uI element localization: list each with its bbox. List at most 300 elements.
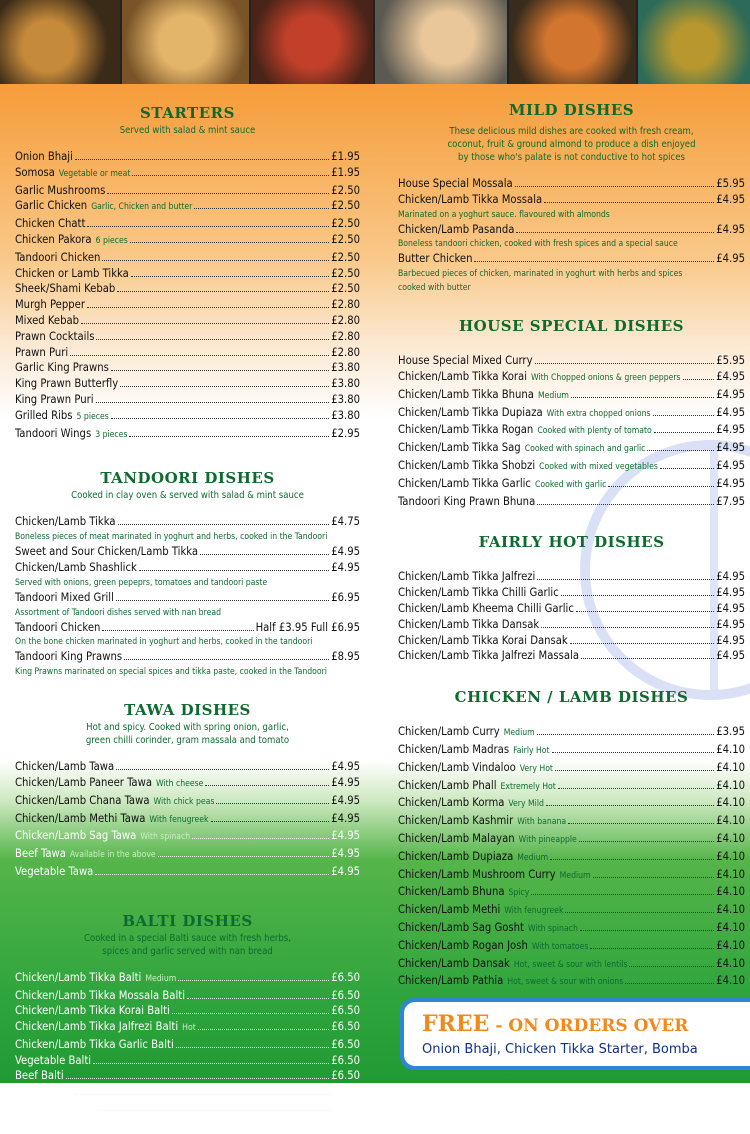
item-name: Vegetable Balti: [15, 1053, 92, 1067]
item-note: Served with onions, green pepeprs, tomatoes and tandoori paste: [15, 577, 268, 588]
menu-item: [15, 864, 360, 880]
item-name: Chicken/Lamb Tikka Garlic: [398, 476, 531, 490]
free-offer-condition: - ON ORDERS OVER: [489, 1016, 689, 1036]
dot-leader: [87, 306, 329, 308]
menu-item: [15, 649, 360, 665]
menu-item: [15, 1003, 360, 1019]
item-name: Chicken/Lamb Tikka Jalfrezi Balti: [15, 1020, 179, 1034]
tawa-section: [15, 701, 360, 880]
dot-leader: [102, 259, 329, 261]
item-description: Medium: [559, 870, 591, 881]
item-price: £6.50: [331, 1069, 360, 1083]
menu-item: [398, 938, 745, 956]
dot-leader: [75, 158, 329, 160]
menu-item: [398, 849, 745, 867]
dot-leader: [81, 322, 329, 324]
menu-item: [398, 648, 745, 664]
menu-item: [15, 988, 360, 1004]
item-name: Chicken/Lamb Paneer Tawa: [15, 775, 152, 789]
item-name: Chicken/Lamb Malayan: [398, 831, 515, 845]
menu-item: [398, 973, 745, 991]
free-offer-headline: [422, 1012, 750, 1038]
dot-leader: [660, 467, 714, 469]
menu-item: [15, 313, 360, 329]
item-name: Garlic Chicken: [15, 199, 88, 213]
item-name: Tandoori Mixed Grill: [15, 590, 114, 604]
menu-item: [398, 724, 745, 742]
food-photo: [375, 0, 509, 84]
menu-item: [398, 902, 745, 920]
item-name: Chicken/Lamb Chana Tawa: [15, 793, 150, 807]
free-offer-inner: [404, 1002, 750, 1066]
item-price: £4.10: [716, 885, 745, 899]
menu-item: [398, 192, 745, 208]
chicken-lamb-section: [398, 688, 745, 991]
dot-leader: [116, 768, 329, 770]
menu-item: [15, 165, 360, 183]
item-name: King Prawn Butterfly: [15, 377, 119, 391]
item-list: [15, 149, 360, 443]
item-price: £4.95: [331, 560, 360, 574]
food-photo: [0, 0, 122, 84]
dot-leader: [176, 1046, 329, 1048]
dot-leader: [576, 610, 714, 612]
item-name: Chicken/Lamb Tikka Bhuna: [398, 387, 534, 401]
menu-item: [15, 1100, 360, 1116]
item-description: With Chopped onions & green peppers: [531, 372, 681, 383]
menu-item: [15, 793, 360, 811]
dot-leader: [192, 837, 329, 839]
dot-leader: [474, 260, 714, 262]
item-price: £4.95: [331, 811, 360, 825]
item-description: With chick peas: [153, 796, 215, 807]
dot-leader: [139, 569, 329, 571]
dot-leader: [550, 858, 714, 860]
menu-item: [398, 476, 745, 494]
item-price: £4.10: [716, 814, 745, 828]
menu-item: [15, 376, 360, 392]
item-price: £6.95: [331, 590, 360, 604]
item-name: Mixed Kebab: [15, 313, 80, 327]
section-subtitle: These delicious mild dishes are cooked with fresh cream,: [449, 126, 694, 137]
dot-leader: [546, 804, 714, 806]
item-name: Tandoori Chicken: [15, 620, 101, 634]
item-name: Chicken/Lamb Pasanda: [398, 222, 515, 236]
item-name: Onion Bhaji: [15, 150, 73, 163]
item-name: Chicken/Lamb Tawa: [15, 760, 115, 774]
item-description: Garlic, Chicken and butter: [91, 202, 193, 213]
item-price: £5.95: [716, 177, 745, 190]
dot-leader: [531, 893, 714, 895]
item-price: £4.95: [716, 387, 745, 401]
item-description: Hot: [182, 1023, 196, 1034]
item-price: £6.50: [331, 1004, 360, 1018]
menu-item: [15, 408, 360, 426]
section-title: FAIRLY HOT DISHES: [478, 533, 665, 552]
section-title: HOUSE SPECIAL DISHES: [458, 317, 684, 336]
item-price: £4.95: [331, 545, 360, 559]
item-name: Chicken/Lamb Pathia: [398, 974, 504, 988]
item-description: Spicy: [508, 888, 530, 899]
item-name: Grilled Ribs: [15, 408, 73, 422]
item-price: £4.95: [331, 847, 360, 861]
menu-item: [398, 353, 745, 369]
item-price: £4.10: [716, 956, 745, 970]
menu-item: [15, 216, 360, 232]
dot-leader: [625, 982, 714, 984]
left-column: [15, 104, 360, 1134]
item-price: £7.95: [716, 494, 745, 508]
item-price: £3.80: [331, 377, 360, 391]
item-price: £4.10: [716, 938, 745, 952]
menu-item: [398, 387, 745, 405]
item-price: £4.95: [716, 192, 745, 206]
item-name: Chicken/Lamb Dansak: [398, 956, 510, 970]
item-price: £4.95: [716, 649, 745, 663]
dot-leader: [579, 840, 714, 842]
free-label: FREE: [422, 1011, 490, 1037]
item-price: £4.10: [716, 796, 745, 810]
menu-item: [398, 742, 745, 760]
item-name: Chicken/Lamb Tikka Korai Dansak: [398, 633, 568, 647]
item-name: Garlic King Prawns: [15, 361, 109, 375]
item-name: Garlic Mushrooms: [15, 183, 106, 197]
item-description: Hot, sweet & sour with lentils: [513, 959, 628, 970]
item-description: Medium: [537, 390, 569, 401]
item-name: Prawn Cocktails: [15, 329, 95, 343]
dot-leader: [555, 769, 714, 771]
menu-item: [15, 590, 360, 606]
item-name: Chicken/Lamb Methi Tawa: [15, 811, 146, 825]
food-photo: [638, 0, 750, 84]
item-name: Chicken/Lamb Tikka Sag: [398, 441, 521, 455]
dot-leader: [515, 185, 715, 187]
item-description: With banana: [517, 817, 567, 828]
item-note: Boneless tandoori chicken, cooked with fresh spices and a special sauce: [398, 239, 678, 250]
item-price: £6.50: [331, 1085, 360, 1099]
item-description: Very Mild: [508, 799, 544, 810]
dot-leader: [205, 784, 329, 786]
tandoori-section: [15, 469, 360, 679]
item-price: £4.95: [716, 617, 745, 631]
fairly-hot-section: [398, 533, 745, 664]
item-price: £4.95: [331, 864, 360, 878]
item-price: £4.10: [716, 831, 745, 845]
item-name: Tandoori Wings: [15, 426, 92, 440]
item-name: Chicken/Lamb Tikka Shobzi: [398, 458, 536, 472]
dot-leader: [216, 802, 329, 804]
item-description: Cooked with plenty of tomato: [537, 426, 652, 437]
item-price: £4.95: [716, 458, 745, 472]
dot-leader: [565, 911, 714, 913]
menu-item: [398, 920, 745, 938]
item-name: Chicken/Lamb Tikka Korai Balti: [15, 1004, 170, 1018]
item-name: Chicken/Lamb Korma: [398, 796, 505, 810]
menu-item: [15, 560, 360, 576]
balti-section: [15, 912, 360, 1116]
section-title: TAWA DISHES: [124, 701, 251, 720]
dot-leader: [544, 201, 714, 203]
item-description: With fenugreek: [149, 814, 209, 825]
item-price: £4.95: [716, 601, 745, 615]
menu-item: [15, 426, 360, 444]
menu-item: [398, 884, 745, 902]
item-price: £4.10: [716, 920, 745, 934]
menu-item: [398, 778, 745, 796]
item-note: On the bone chicken marinated in yoghurt and herbs, cooked in the tandoori: [15, 637, 313, 648]
food-photo: [122, 0, 250, 84]
menu-item: [398, 585, 745, 601]
item-description: Extremely Hot: [500, 781, 556, 792]
menu-item: [15, 620, 360, 636]
menu-item: [15, 970, 360, 988]
item-name: Vegetable Tawa: [15, 864, 94, 878]
food-photo-strip: [0, 0, 750, 84]
dot-leader: [87, 225, 329, 227]
item-name: Chicken/Lamb Shashlick: [15, 560, 137, 574]
menu-item: [15, 514, 360, 530]
dot-leader: [102, 629, 253, 631]
item-price: £2.80: [331, 298, 360, 312]
item-name: Sheek/Shami Kebab: [15, 282, 116, 296]
starters-section: [15, 104, 360, 443]
item-name: House Special Mixed Curry: [398, 354, 533, 368]
right-column: [398, 101, 745, 1009]
menu-item: [398, 633, 745, 649]
item-price: £3.80: [331, 361, 360, 375]
item-price: £5.95: [716, 354, 745, 368]
item-name: Beef Balti: [15, 1069, 64, 1083]
item-name: Chicken/Lamb Tikka Jalfrezi Massala: [398, 649, 580, 663]
item-name: Chicken/Lamb Sag Gosht: [398, 920, 524, 934]
item-price: £4.95: [716, 633, 745, 647]
item-name: Chicken Pakora: [15, 232, 92, 246]
menu-item: [15, 149, 360, 165]
item-name: Chicken/Lamb Bhuna: [398, 885, 505, 899]
dot-leader: [593, 876, 715, 878]
item-name: Chicken/Lamb Kashmir: [398, 814, 514, 828]
item-description: Vegetable or meat: [58, 168, 131, 179]
item-name: House Special Mossala: [398, 177, 513, 190]
item-price: £2.50: [331, 282, 360, 296]
item-name: Chicken/Lamb Kheema Chilli Garlic: [398, 601, 574, 615]
item-price: £4.95: [716, 252, 745, 266]
food-photo: [509, 0, 637, 84]
item-list: [15, 970, 360, 1116]
item-price: £2.50: [331, 183, 360, 197]
item-price: £4.95: [331, 793, 360, 807]
dot-leader: [198, 1028, 329, 1030]
item-description: With spinach: [140, 832, 191, 843]
dot-leader: [129, 435, 329, 437]
item-name: Tandoori Chicken: [15, 250, 101, 264]
menu-item: [398, 494, 745, 510]
dot-leader: [629, 965, 714, 967]
menu-item: [398, 831, 745, 849]
item-price: £3.80: [331, 408, 360, 422]
menu-item: [398, 617, 745, 633]
dot-leader: [111, 417, 329, 419]
item-list: [398, 569, 745, 664]
dot-leader: [66, 1077, 330, 1079]
item-price: £1.95: [331, 165, 360, 179]
dot-leader: [172, 1012, 329, 1014]
dot-leader: [516, 231, 714, 233]
dot-leader: [111, 369, 329, 371]
dot-leader: [194, 207, 329, 209]
item-description: Medium: [503, 728, 535, 739]
dot-leader: [116, 599, 329, 601]
dot-leader: [96, 338, 329, 340]
item-price: £4.95: [716, 441, 745, 455]
item-price: £4.95: [716, 222, 745, 236]
item-name: Butter Chicken: [398, 252, 473, 266]
menu-item: [15, 1037, 360, 1053]
item-name: Chicken/Lamb Rogan Josh: [398, 938, 528, 952]
item-description: Medium: [145, 973, 177, 984]
item-price: £4.95: [716, 423, 745, 437]
dot-leader: [541, 626, 714, 628]
menu-item: [15, 828, 360, 846]
item-price: £2.80: [331, 329, 360, 343]
item-price: £4.95: [331, 760, 360, 774]
item-name: Chicken/Lamb Tikka Balti: [15, 970, 142, 984]
item-price: £4.10: [716, 974, 745, 988]
item-name: Somosa: [15, 165, 55, 179]
dot-leader: [99, 1109, 329, 1111]
menu-item: [15, 544, 360, 560]
item-name: Chicken/Lamb Dupiaza: [398, 849, 514, 863]
item-name: Chicken/Lamb Phall: [398, 778, 497, 792]
menu-item: [15, 392, 360, 408]
item-price: £6.50: [331, 1020, 360, 1034]
dot-leader: [117, 290, 329, 292]
item-price: £6.50: [331, 1053, 360, 1067]
dot-leader: [590, 947, 714, 949]
dot-leader: [570, 642, 714, 644]
item-list: [398, 724, 745, 991]
menu-item: [15, 1053, 360, 1069]
menu-item: [15, 1084, 360, 1100]
item-price: £2.80: [331, 313, 360, 327]
section-subtitle: green chilli corinder, gram massala and tomato: [85, 735, 290, 747]
item-price: £3.80: [331, 392, 360, 406]
dot-leader: [131, 275, 329, 277]
item-price: £2.50: [331, 266, 360, 280]
menu-item: [15, 297, 360, 313]
menu-item: [15, 1019, 360, 1037]
item-description: Medium: [517, 852, 549, 863]
item-name: King Prawn Balti: [15, 1101, 97, 1115]
item-price: £6.50: [331, 970, 360, 984]
item-price: £4.95: [716, 570, 745, 584]
item-price: £4.10: [716, 849, 745, 863]
item-description: Fairly Hot: [513, 745, 550, 756]
section-title: CHICKEN / LAMB DISHES: [454, 688, 689, 707]
dot-leader: [118, 523, 330, 525]
menu-item: [15, 329, 360, 345]
section-subtitle: spices and garlic served with nan bread: [102, 945, 273, 957]
item-price: £6.50: [331, 988, 360, 1002]
item-price: £4.75: [331, 515, 360, 529]
item-list: [15, 759, 360, 880]
dot-leader: [561, 594, 714, 596]
mild-section: [398, 101, 745, 295]
item-name: Chicken Chatt: [15, 217, 86, 231]
menu-item: [15, 811, 360, 829]
item-price: £4.95: [331, 775, 360, 789]
menu-item: [398, 760, 745, 778]
item-price: £4.10: [716, 742, 745, 756]
dot-leader: [558, 787, 714, 789]
item-price: £1.95: [331, 150, 360, 163]
dot-leader: [95, 873, 329, 875]
item-name: Chicken or Lamb Tikka: [15, 266, 129, 280]
menu-item: [398, 867, 745, 885]
item-price: £4.95: [716, 405, 745, 419]
item-name: Tandoori King Prawn Bhuna: [398, 494, 536, 508]
item-price: £4.10: [716, 867, 745, 881]
menu-item: [398, 176, 745, 192]
dot-leader: [537, 578, 714, 580]
menu-item: [15, 775, 360, 793]
dot-leader: [124, 658, 329, 660]
dot-leader: [535, 362, 715, 364]
menu-item: [398, 405, 745, 423]
menu-item: [398, 458, 745, 476]
item-name: Chicken/Lamb Sag Tawa: [15, 829, 137, 843]
item-name: Chicken/Lamb Tikka Garlic Balti: [15, 1037, 174, 1051]
section-subtitle: coconut, fruit & ground almond to produce a dish enjoyed: [447, 139, 696, 150]
item-name: Chicken/Lamb Methi: [398, 903, 501, 917]
dot-leader: [647, 449, 714, 451]
dot-leader: [107, 192, 329, 194]
item-price: £4.10: [716, 778, 745, 792]
item-name: Tandoori King Prawns: [15, 650, 123, 664]
item-description: Very Hot: [519, 763, 553, 774]
menu-item: [398, 440, 745, 458]
menu-item: [15, 250, 360, 266]
item-price: £4.95: [716, 586, 745, 600]
menu-item: [15, 183, 360, 199]
item-name: Murgh Pepper: [15, 298, 85, 312]
menu-item: [15, 198, 360, 216]
section-title: STARTERS: [140, 104, 235, 122]
item-name: Chicken/Lamb Tikka Mossala Balti: [15, 988, 185, 1002]
item-price: £2.50: [331, 199, 360, 213]
item-description: With tomatoes: [531, 941, 589, 952]
item-name: Chicken/Lamb Tikka Mossala: [398, 192, 543, 206]
dot-leader: [200, 553, 329, 555]
item-price: £4.95: [716, 476, 745, 490]
item-note: Boneless pieces of meat marinated in yoghurt and herbs, cooked in the Tandoori: [15, 532, 328, 543]
item-price: £2.80: [331, 345, 360, 359]
menu-item: [15, 232, 360, 250]
item-note: King Prawns marinated on special spices and tikka paste, cooked in the Tandoori: [15, 667, 327, 678]
item-description: 5 pieces: [76, 411, 109, 422]
item-price: £2.50: [331, 250, 360, 264]
item-list: [398, 176, 745, 295]
item-description: Hot, sweet & sour with onions: [507, 977, 624, 988]
section-subtitle: Hot and spicy. Cooked with spring onion, garlic,: [86, 722, 289, 734]
item-note: Assortment of Tandoori dishes served with nan bread: [15, 607, 221, 618]
dot-leader: [571, 396, 714, 398]
item-price: £4.95: [716, 369, 745, 383]
dot-leader: [654, 431, 714, 433]
item-description: With pineapple: [518, 834, 577, 845]
menu-item: [15, 360, 360, 376]
menu-item: [15, 1068, 360, 1084]
